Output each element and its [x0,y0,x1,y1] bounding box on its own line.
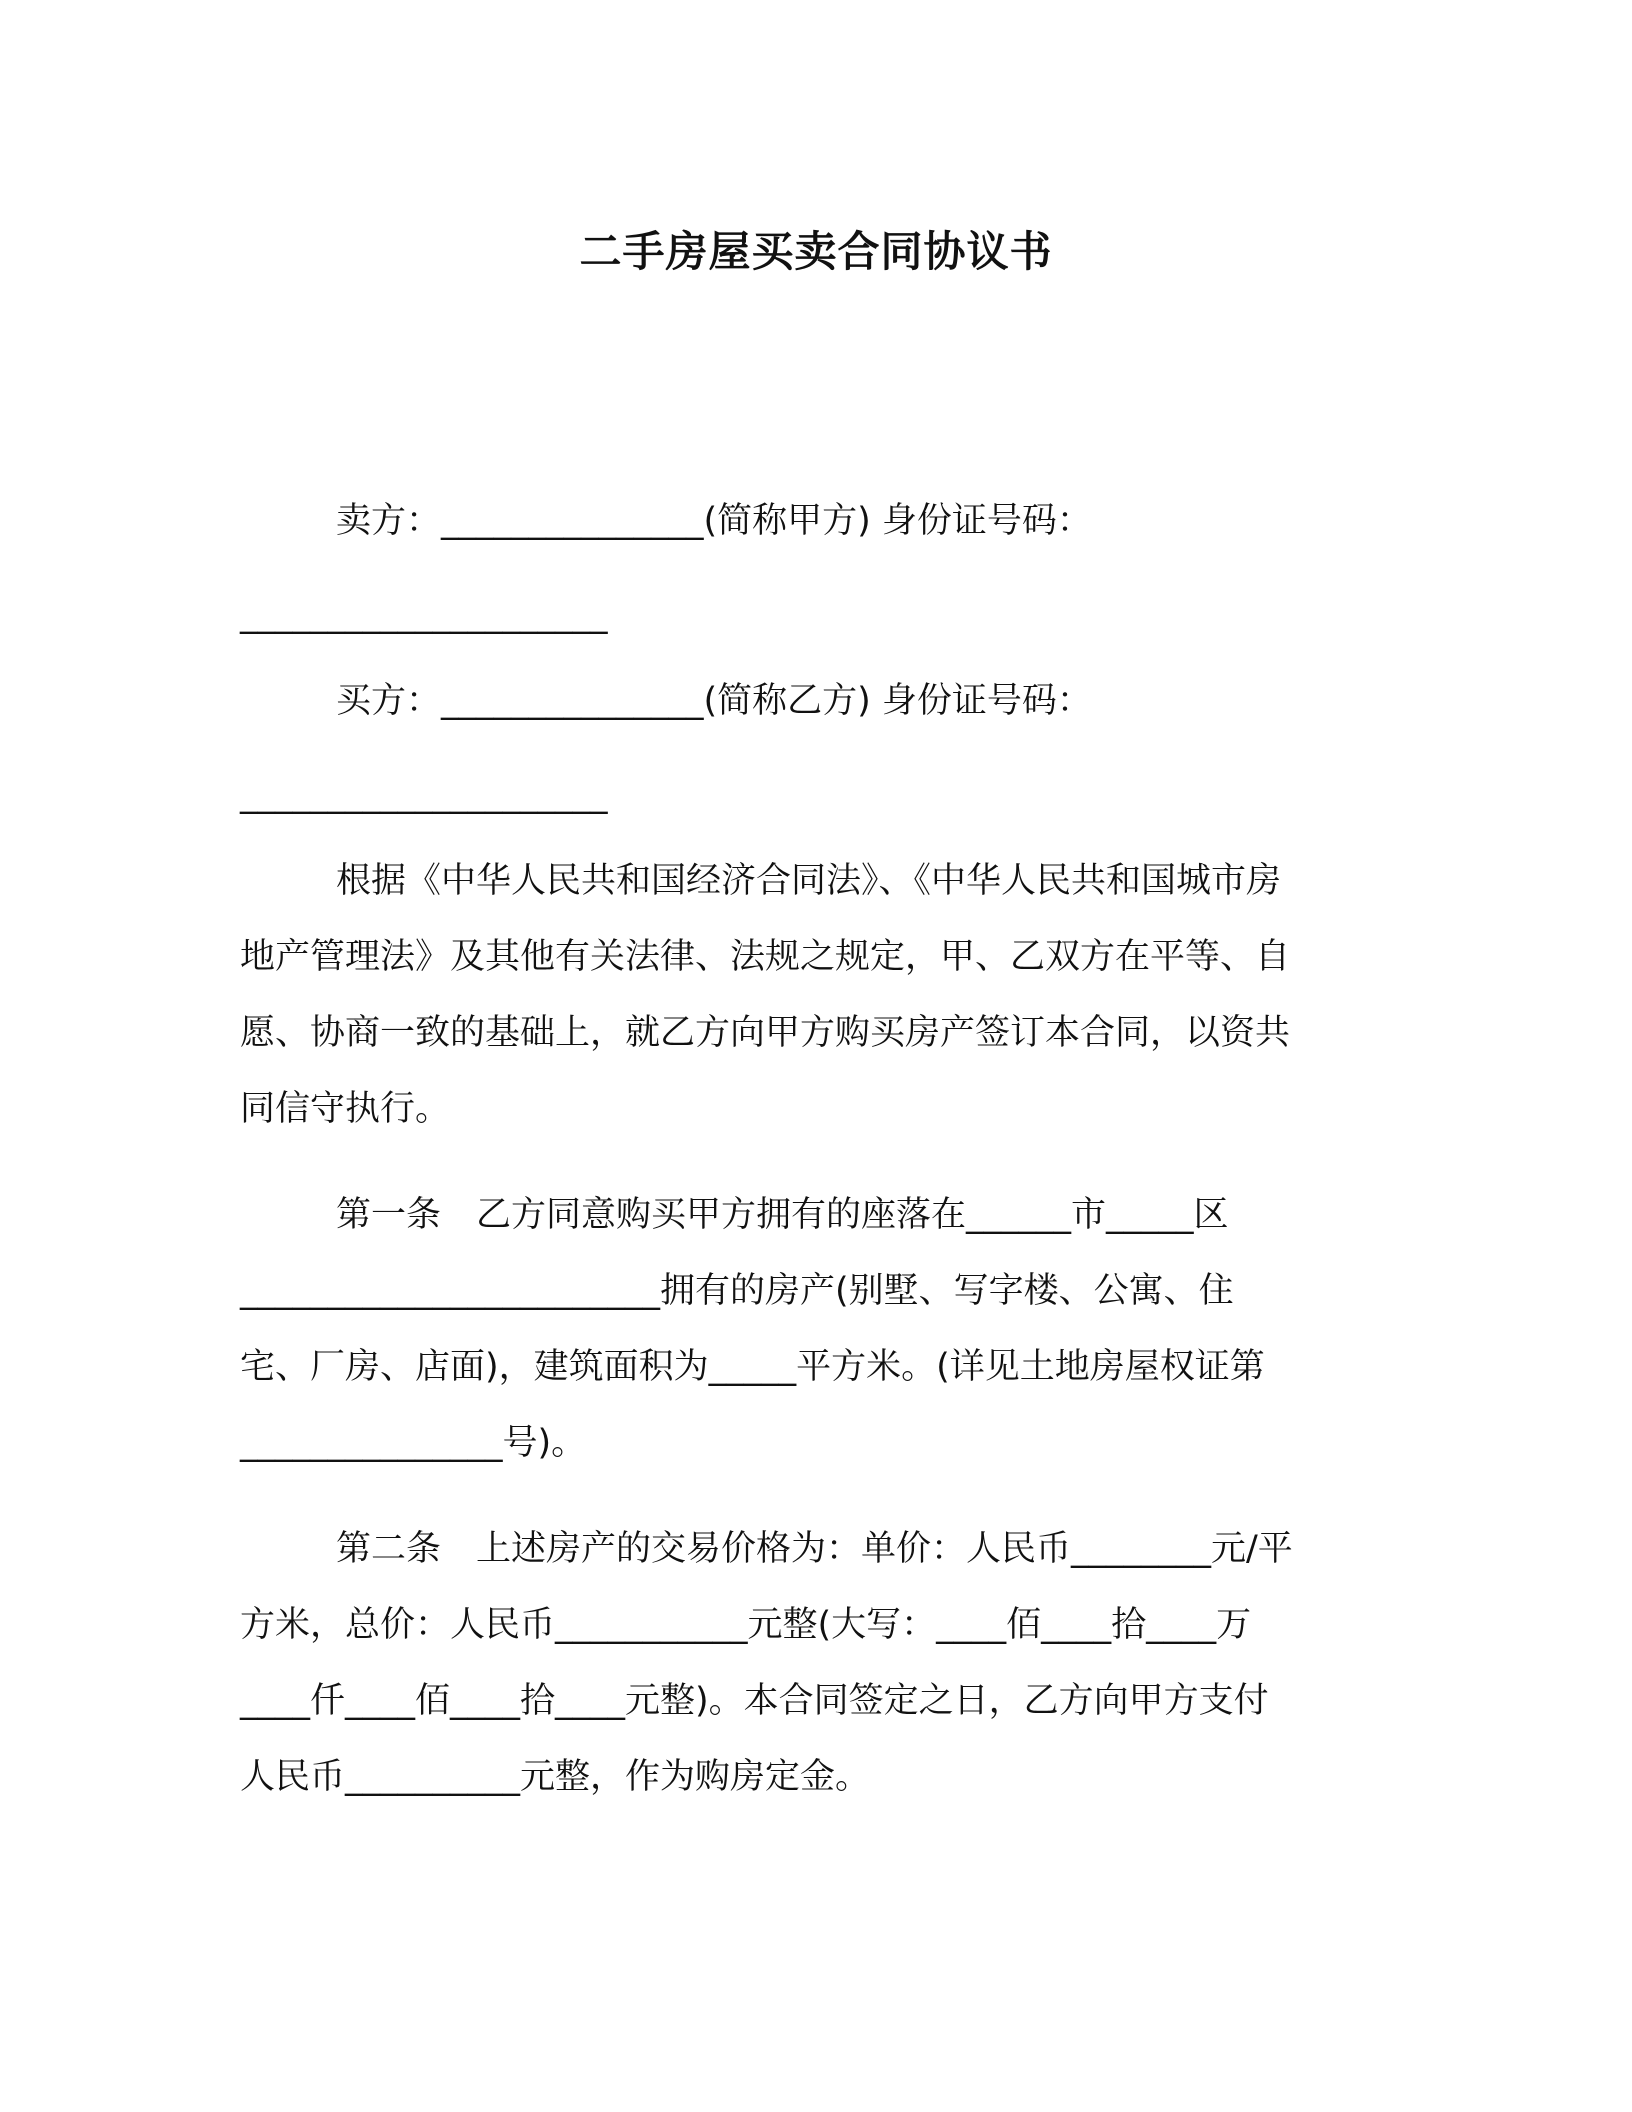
seller-line: 卖方：_______________(简称甲方) 身份证号码： [336,501,1092,541]
article-2-line-4: 人民币__________元整，作为购房定金。 [240,1757,871,1797]
document-title: 二手房屋买卖合同协议书 [579,227,1053,276]
article-1-line-3: 宅、厂房、店面)，建筑面积为_____平方米。(详见土地房屋权证第 [240,1347,1265,1387]
seller-id-blank: _____________________ [240,595,608,635]
buyer-line: 买方：_______________(简称乙方) 身份证号码： [336,681,1092,721]
article-2-line-1: 第二条 上述房产的交易价格为：单价：人民币________元/平 [336,1529,1293,1569]
article-1-line-1: 第一条 乙方同意购买甲方拥有的座落在______市_____区 [336,1195,1229,1235]
preamble-line-4: 同信守执行。 [240,1089,451,1129]
article-2-line-2: 方米，总价：人民币___________元整(大写：____佰____拾____万 [240,1605,1252,1645]
buyer-id-blank: _____________________ [240,775,608,815]
preamble-line-2: 地产管理法》及其他有关法律、法规之规定，甲、乙双方在平等、自 [240,937,1291,977]
article-1-line-2: ________________________拥有的房产(别墅、写字楼、公寓、住 [240,1271,1234,1311]
article-1-line-4: _______________号)。 [240,1423,587,1463]
article-2-line-3: ____仟____佰____拾____元整)。本合同签定之日，乙方向甲方支付 [240,1681,1269,1721]
preamble-line-3: 愿、协商一致的基础上，就乙方向甲方购买房产签订本合同，以资共 [240,1013,1291,1053]
preamble-line-1: 根据《中华人民共和国经济合同法》、《中华人民共和国城市房 [336,861,1282,901]
